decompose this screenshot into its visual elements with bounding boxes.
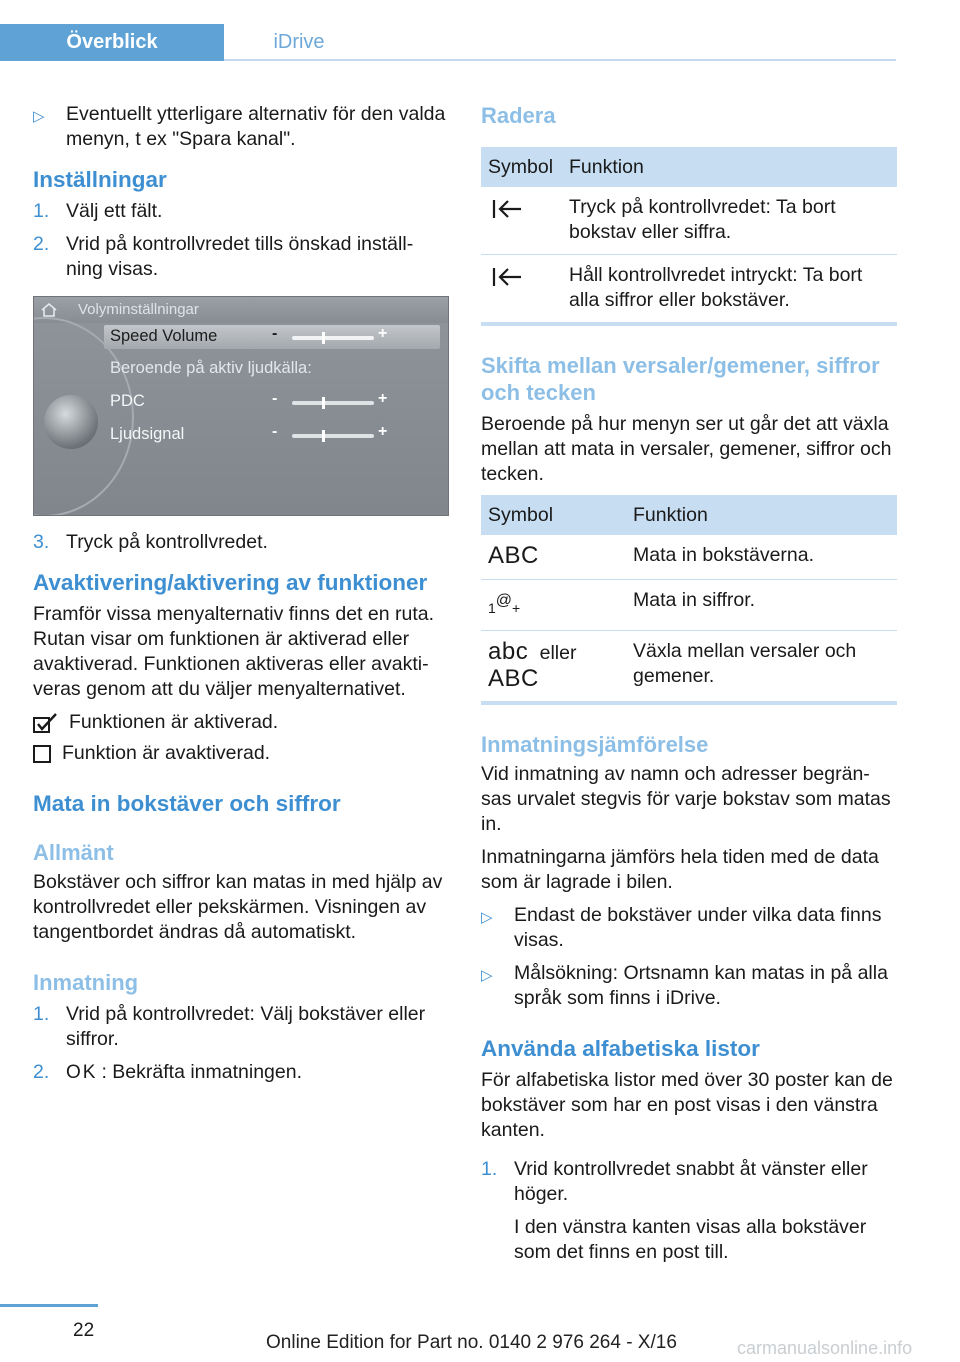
heading-switch: Skifta mellan versaler/gemener, siffror och tecken xyxy=(481,353,880,405)
heading-input: Mata in bokstäver och siffror xyxy=(33,791,341,816)
step-number: 1. xyxy=(481,1158,498,1180)
list-item xyxy=(481,903,897,953)
header-tabs xyxy=(0,24,374,61)
symbol-cell xyxy=(481,255,562,325)
list-item xyxy=(33,530,449,555)
minus-sign: - xyxy=(272,325,278,342)
list-item xyxy=(33,199,449,224)
alpha-paragraph: För alfabetiska listor med över 30 poster kan de bokstäver som har en post visas i den vänstra kanten. xyxy=(481,1069,893,1141)
list-item xyxy=(33,102,449,152)
screen-title: Volyminställningar xyxy=(78,301,199,318)
delete-char-icon xyxy=(492,197,524,221)
alpha-step-note: I den vänstra kanten visas alla bokstäver som det finns en post till. xyxy=(514,1216,867,1263)
column-header-symbol: Symbol xyxy=(481,147,562,187)
table-row xyxy=(481,580,897,631)
page-number: 22 xyxy=(73,1320,95,1341)
empty-box-icon xyxy=(33,744,53,764)
delete-all-icon xyxy=(492,265,524,289)
function-cell: Tryck på kontrollvredet: Ta bort bokstav eller siffra. xyxy=(562,187,897,255)
row-speed-volume[interactable]: Speed Volume xyxy=(110,327,218,345)
symbol-cell xyxy=(481,187,562,255)
tab-overblick[interactable]: Överblick xyxy=(0,24,224,61)
symbol-at: @ xyxy=(495,592,513,609)
list-item xyxy=(33,1002,449,1052)
slider-pdc[interactable] xyxy=(292,401,374,405)
step-text: Vrid på kontrollvredet: Välj bokstäver eller siffror. xyxy=(66,1003,426,1050)
function-cell: Mata in siffror. xyxy=(626,580,897,631)
compare-paragraph-1: Vid inmatning av namn och adresser begrän‐sas urvalet stegvis för varje bokstav som matas in. xyxy=(481,763,891,835)
triangle-bullet-icon: ▷ xyxy=(481,967,493,984)
slider-ljudsignal[interactable] xyxy=(292,434,374,438)
table-row xyxy=(481,535,897,580)
step-number: 3. xyxy=(33,531,50,553)
activated-text: Funktionen är aktiverad. xyxy=(69,711,279,733)
table-row xyxy=(481,255,897,325)
column-header-function: Funktion xyxy=(626,495,897,535)
list-item xyxy=(481,961,897,1011)
ok-icon: OK xyxy=(66,1062,98,1083)
step-number: 1. xyxy=(33,200,50,222)
uppercase-abc-icon: ABC xyxy=(488,542,539,569)
row-dependent-label: Beroende på aktiv ljudkälla: xyxy=(110,359,312,377)
watermark: carmanualsonline.info xyxy=(737,1338,913,1358)
switch-table xyxy=(481,495,897,705)
symbol-cell xyxy=(481,631,626,704)
numbers-symbols-icon xyxy=(488,592,521,616)
minus-sign: - xyxy=(272,390,278,407)
or-text: eller xyxy=(539,642,577,664)
step-text: Vrid kontrollvredet snabbt åt vänster eller höger. xyxy=(514,1158,868,1205)
controller-knob-icon xyxy=(44,395,98,449)
plus-sign: + xyxy=(378,325,388,342)
step-text: Vrid på kontrollvredet tills önskad inställ‐ning visas. xyxy=(66,233,414,280)
table-row xyxy=(481,631,897,704)
plus-sign: + xyxy=(378,423,388,440)
heading-activation: Avaktivering/aktivering av funktioner xyxy=(33,570,428,595)
function-cell: Växla mellan versaler och gemener. xyxy=(626,631,897,704)
footer-accent-line xyxy=(0,1304,98,1307)
heading-settings: Inställningar xyxy=(33,167,167,192)
right-column xyxy=(481,102,897,1265)
edition-text: Online Edition for Part no. 0140 2 976 264 - X/16 xyxy=(266,1332,677,1353)
heading-general: Allmänt xyxy=(33,840,114,865)
list-item xyxy=(33,1060,449,1085)
heading-delete: Radera xyxy=(481,103,556,128)
deactivated-line xyxy=(33,741,449,766)
table-row xyxy=(481,187,897,255)
slider-speed-volume[interactable] xyxy=(292,336,374,340)
header-divider xyxy=(224,59,896,61)
activation-paragraph: Framför vissa menyalternativ finns det en ruta. Rutan visar om funktionen är aktiverad eller avaktiverad. Funktionen aktiveras eller avakti‐veras genom att du väljer menyalternativet. xyxy=(33,603,434,700)
symbol-cell xyxy=(481,535,626,580)
switch-paragraph: Beroende på hur menyn ser ut går det att växla mellan att mata in versaler, gemener, siffror och tecken. xyxy=(481,413,892,485)
volume-settings-screenshot xyxy=(33,296,449,516)
step-number: 1. xyxy=(33,1003,50,1025)
plus-sign: + xyxy=(378,390,388,407)
step-text: : Bekräfta inmatningen. xyxy=(101,1061,302,1083)
delete-table xyxy=(481,147,897,326)
symbol-cell xyxy=(481,580,626,631)
column-header-function: Funktion xyxy=(562,147,897,187)
function-cell: Håll kontrollvredet intryckt: Ta bort alla siffror eller bokstäver. xyxy=(562,255,897,325)
symbol-plus: + xyxy=(512,600,521,616)
list-item-text: Eventuellt ytterligare alternativ för den valda menyn, t ex "Spara kanal". xyxy=(66,103,446,150)
list-item-text: Endast de bokstäver under vilka data finns visas. xyxy=(514,904,882,951)
compare-paragraph-2: Inmatningarna jämförs hela tiden med de data som är lagrade i bilen. xyxy=(481,846,879,893)
checked-box-icon xyxy=(33,712,59,734)
step-text: Välj ett fält. xyxy=(66,200,163,222)
column-header-symbol: Symbol xyxy=(481,495,626,535)
list-item-text: Målsökning: Ortsnamn kan matas in på alla språk som finns i iDrive. xyxy=(514,962,888,1009)
triangle-bullet-icon: ▷ xyxy=(33,108,45,125)
list-item xyxy=(33,232,449,282)
activated-line xyxy=(33,710,449,735)
function-cell: Mata in bokstäverna. xyxy=(626,535,897,580)
deactivated-text: Funktion är avaktiverad. xyxy=(62,742,271,764)
left-column xyxy=(33,102,449,1085)
minus-sign: - xyxy=(272,423,278,440)
heading-alpha: Använda alfabetiska listor xyxy=(481,1036,760,1061)
heading-compare: Inmatningsjämförelse xyxy=(481,732,709,757)
step-number: 2. xyxy=(33,233,50,255)
general-paragraph: Bokstäver och siffror kan matas in med hjälp av kontrollvredet eller pekskärmen. Visningen av tangentbordet ändras då automatiskt. xyxy=(33,871,443,943)
heading-entry: Inmatning xyxy=(33,970,139,995)
step-text: Tryck på kontrollvredet. xyxy=(66,531,268,553)
tab-idrive[interactable]: iDrive xyxy=(273,31,325,53)
row-pdc[interactable]: PDC xyxy=(110,392,145,410)
uppercase-abc-icon: ABC xyxy=(488,665,539,692)
row-ljudsignal[interactable]: Ljudsignal xyxy=(110,425,185,443)
lowercase-abc-icon: abc xyxy=(488,638,529,665)
list-item xyxy=(481,1157,897,1207)
symbol-one: 1 xyxy=(488,600,496,616)
step-number: 2. xyxy=(33,1061,50,1083)
triangle-bullet-icon: ▷ xyxy=(481,909,493,926)
